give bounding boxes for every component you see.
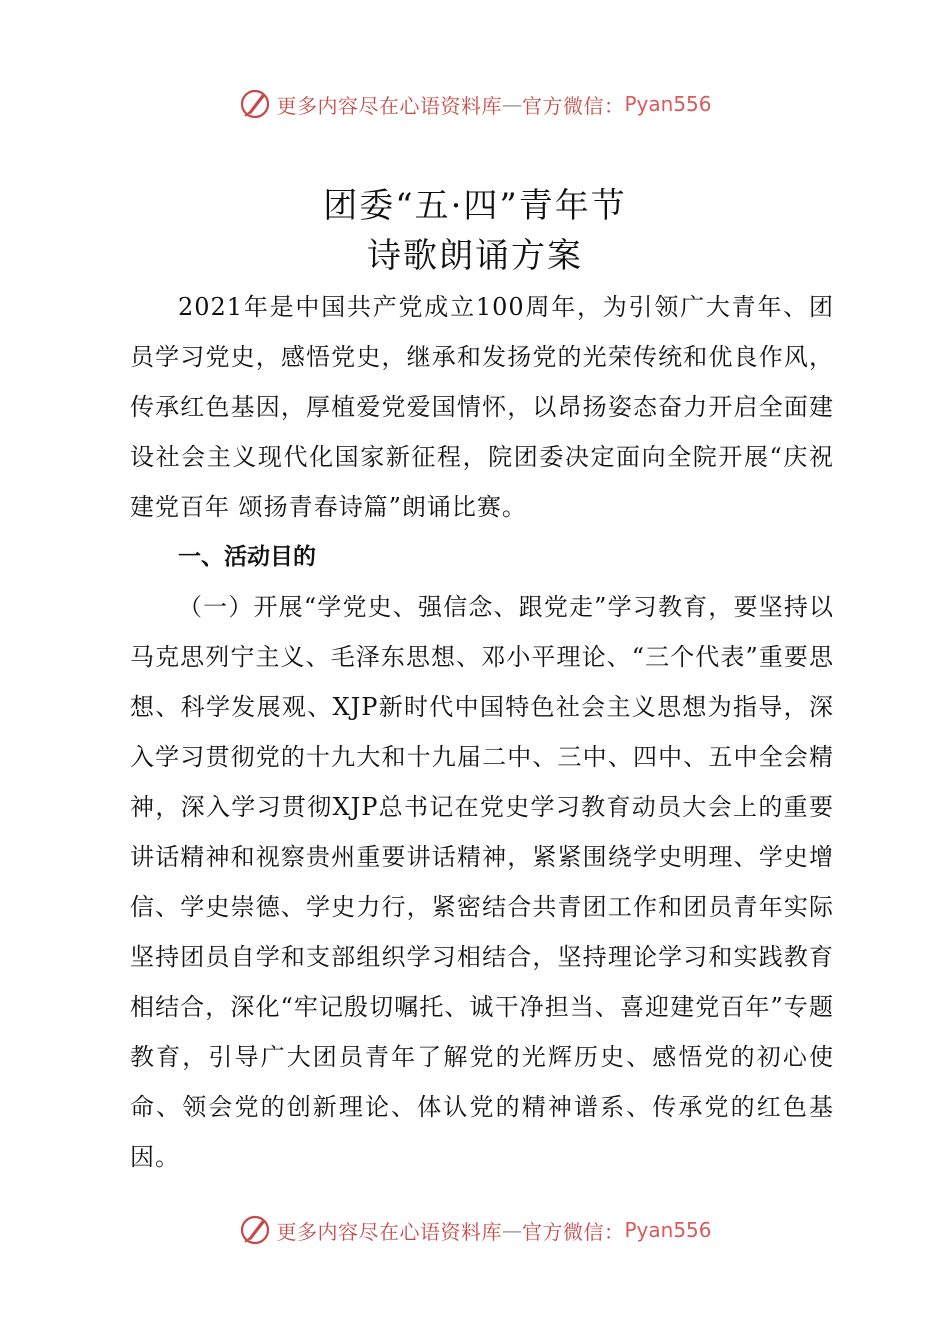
banner-contact-label: 官方微信：	[521, 93, 625, 118]
bottom-banner	[0, 1210, 950, 1250]
document-title-line1: 团委“五·四”青年节	[323, 186, 627, 226]
banner-dash: —	[501, 92, 522, 116]
document-body	[130, 282, 834, 1182]
section-heading: 一、活动目的	[178, 544, 316, 570]
quill-logo-icon	[238, 87, 272, 121]
top-banner	[0, 84, 950, 124]
intro-paragraph: 2021年是中国共产党成立100周年，为引领广大青年、团员学习党史，感悟党史，继承和发扬党的光荣传统和优良作风，传承红色基因，厚植爱党爱国情怀，以昂扬姿态奋力开启全面建设社会主义现代化国家新征程，院团委决定面向全院开展“庆祝建党百年 颂扬青春诗篇”朗诵比赛。	[130, 293, 834, 521]
quill-logo-icon	[238, 1213, 272, 1247]
document-title-line2: 诗歌朗诵方案	[367, 236, 583, 276]
banner-contact-id: Pyan556	[624, 1218, 712, 1242]
banner-contact-label: 官方微信：	[521, 1219, 625, 1244]
banner-dash: —	[501, 1218, 522, 1242]
banner-title: 更多内容尽在心语资料库	[276, 93, 502, 118]
banner-contact-id: Pyan556	[624, 92, 712, 116]
section-paragraph: （一）开展“学党史、强信念、跟党走”学习教育，要坚持以马克思列宁主义、毛泽东思想、邓小平理论、“三个代表”重要思想、科学发展观、XJP新时代中国特色社会主义思想为指导，深入学习贯彻党的十九大和十九届二中、三中、四中、五中全会精神，深入学习贯彻XJP总书记在党史学习教育动员大会上的重要讲话精神和视察贵州重要讲话精神，紧紧围绕学史明理、学史增信、学史崇德、学史力行，紧密结合共青团工作和团员青年实际坚持团员自学和支部组织学习相结合，坚持理论学习和实践教育相结合，深化“牢记殷切嘱托、诚干净担当、喜迎建党百年”专题教育，引导广大团员青年了解党的光辉历史、感悟党的初心使命、领会党的创新理论、体认党的精神谱系、传承党的红色基因。	[130, 593, 834, 1171]
banner-title: 更多内容尽在心语资料库	[276, 1219, 502, 1244]
